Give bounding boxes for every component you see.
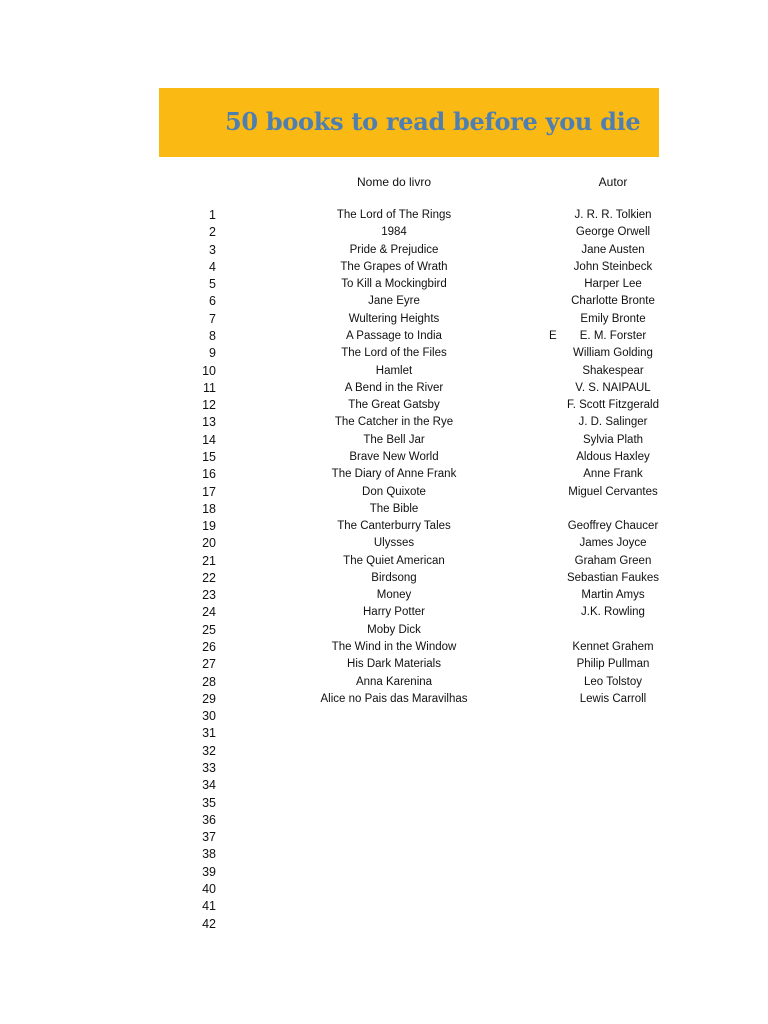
row-number: 9	[209, 346, 216, 361]
list-item	[0, 553, 768, 570]
book-list	[0, 207, 768, 933]
row-number: 34	[202, 778, 216, 793]
list-item	[0, 656, 768, 673]
book-title: The Great Gatsby	[348, 399, 440, 412]
book-title: Pride & Prejudice	[349, 243, 439, 256]
book-author: E. M. Forster	[579, 329, 647, 342]
row-number: 32	[202, 743, 216, 758]
book-title: Anna Karenina	[355, 675, 433, 688]
book-author: Shakespear	[582, 364, 644, 377]
list-item	[0, 622, 768, 639]
row-number: 2	[209, 225, 216, 240]
book-author: Geoffrey Chaucer	[567, 520, 659, 533]
book-author: Sebastian Faukes	[566, 571, 660, 584]
column-header-author: Autor	[598, 175, 628, 189]
row-number: 19	[202, 519, 216, 534]
row-number: 31	[202, 726, 216, 741]
list-item	[0, 432, 768, 449]
book-author: John Steinbeck	[573, 260, 653, 273]
list-item	[0, 242, 768, 259]
row-number: 24	[202, 605, 216, 620]
row-number: 17	[202, 484, 216, 499]
book-title: The Diary of Anne Frank	[331, 468, 457, 481]
book-title: 1984	[381, 226, 407, 239]
list-item	[0, 846, 768, 863]
stray-cell-text: E	[549, 329, 557, 342]
row-number: 11	[203, 380, 216, 395]
book-author: J. R. R. Tolkien	[574, 209, 652, 221]
row-number: 12	[202, 398, 216, 413]
row-number: 16	[202, 467, 216, 482]
row-number: 25	[202, 622, 216, 637]
book-title: His Dark Materials	[347, 658, 441, 671]
row-number: 3	[209, 242, 216, 257]
list-item	[0, 276, 768, 293]
list-item	[0, 604, 768, 621]
list-item	[0, 708, 768, 725]
list-item	[0, 777, 768, 794]
row-number: 41	[202, 899, 216, 914]
row-number: 38	[202, 847, 216, 862]
book-title: Wultering Heights	[348, 312, 440, 325]
book-author: Graham Green	[574, 554, 652, 567]
list-item	[0, 898, 768, 915]
column-header-title: Nome do livro	[356, 175, 432, 189]
list-item	[0, 311, 768, 328]
list-item	[0, 449, 768, 466]
list-item	[0, 293, 768, 310]
book-author: Aldous Haxley	[576, 450, 650, 463]
book-author: George Orwell	[575, 226, 651, 239]
row-number: 18	[202, 501, 216, 516]
book-author: Kennet Grahem	[572, 641, 654, 654]
list-item	[0, 466, 768, 483]
list-item	[0, 691, 768, 708]
row-number: 1	[209, 208, 216, 222]
row-number: 26	[202, 640, 216, 655]
book-author: James Joyce	[579, 537, 647, 550]
book-title: To Kill a Mockingbird	[341, 278, 447, 291]
book-author: William Golding	[573, 347, 653, 360]
row-number: 7	[209, 311, 216, 326]
list-item	[0, 674, 768, 691]
book-title: The Catcher in the Rye	[334, 416, 454, 429]
book-author: Harper Lee	[584, 278, 642, 291]
book-author: Lewis Carroll	[579, 692, 647, 705]
book-title: The Canterburry Tales	[337, 520, 451, 533]
book-author: Anne Frank	[583, 468, 643, 481]
list-item	[0, 743, 768, 760]
row-number: 8	[209, 328, 216, 343]
row-number: 30	[202, 709, 216, 724]
list-item	[0, 207, 768, 224]
list-item	[0, 414, 768, 431]
book-title: Brave New World	[349, 450, 439, 463]
list-item	[0, 380, 768, 397]
book-author: V. S. NAIPAUL	[575, 381, 651, 394]
book-author: Miguel Cervantes	[568, 485, 658, 498]
list-item	[0, 570, 768, 587]
book-author: Jane Austen	[581, 243, 645, 256]
book-title: A Bend in the River	[344, 381, 444, 394]
book-author: Leo Tolstoy	[584, 675, 642, 688]
book-title: The Bible	[369, 502, 419, 515]
book-author: J. D. Salinger	[578, 416, 648, 429]
list-item	[0, 259, 768, 276]
row-number: 27	[202, 657, 216, 672]
row-number: 13	[202, 415, 216, 430]
list-item	[0, 518, 768, 535]
book-author: F. Scott Fitzgerald	[566, 399, 660, 412]
list-item	[0, 916, 768, 933]
row-number: 33	[202, 761, 216, 775]
list-item	[0, 587, 768, 604]
row-number: 40	[202, 881, 216, 896]
row-number: 39	[202, 864, 216, 879]
book-title: The Lord of The Rings	[336, 209, 452, 221]
book-title: Hamlet	[375, 364, 413, 377]
book-title: Jane Eyre	[368, 295, 420, 308]
row-number: 14	[202, 432, 216, 447]
book-author: Martin Amys	[581, 589, 645, 602]
row-number: 42	[202, 916, 216, 931]
list-item	[0, 535, 768, 552]
book-title: Harry Potter	[363, 606, 425, 619]
row-number: 37	[202, 830, 216, 845]
book-title: The Bell Jar	[363, 433, 425, 446]
book-author: Emily Bronte	[580, 312, 646, 325]
row-number: 5	[209, 277, 216, 292]
book-title: The Grapes of Wrath	[340, 260, 448, 273]
list-item	[0, 812, 768, 829]
book-title: Moby Dick	[367, 623, 421, 636]
row-number: 28	[202, 674, 216, 689]
row-number: 35	[202, 795, 216, 810]
row-number: 10	[202, 363, 216, 378]
list-item	[0, 881, 768, 898]
list-item	[0, 639, 768, 656]
title-banner	[159, 88, 659, 157]
row-number: 21	[202, 553, 216, 568]
page-title: 50 books to read before you die	[225, 107, 641, 136]
book-author: Sylvia Plath	[582, 433, 644, 446]
list-item	[0, 397, 768, 414]
book-title: Money	[376, 589, 412, 602]
list-item	[0, 864, 768, 881]
list-item	[0, 829, 768, 846]
row-number: 15	[202, 449, 216, 464]
row-number: 36	[202, 812, 216, 827]
row-number: 20	[202, 536, 216, 551]
book-title: Don Quixote	[362, 485, 426, 498]
row-number: 6	[209, 294, 216, 309]
row-number: 23	[202, 588, 216, 603]
list-item	[0, 363, 768, 380]
list-item	[0, 725, 768, 742]
list-item	[0, 501, 768, 518]
book-title: The Quiet American	[343, 554, 445, 567]
book-title: The Wind in the Window	[331, 641, 457, 654]
book-title: Alice no Pais das Maravilhas	[320, 692, 468, 705]
list-item	[0, 795, 768, 812]
row-number: 22	[202, 570, 216, 585]
book-author: Philip Pullman	[576, 658, 650, 671]
book-author: J.K. Rowling	[581, 606, 645, 619]
list-item	[0, 484, 768, 501]
row-number: 4	[209, 259, 216, 274]
list-item	[0, 760, 768, 777]
book-title: The Lord of the Files	[341, 347, 447, 360]
list-item	[0, 345, 768, 362]
book-author: Charlotte Bronte	[571, 295, 655, 308]
list-item	[0, 328, 768, 345]
book-title: A Passage to India	[346, 329, 442, 342]
book-title: Ulysses	[373, 537, 415, 550]
book-title: Birdsong	[371, 571, 417, 584]
list-item	[0, 224, 768, 241]
row-number: 29	[202, 691, 216, 706]
